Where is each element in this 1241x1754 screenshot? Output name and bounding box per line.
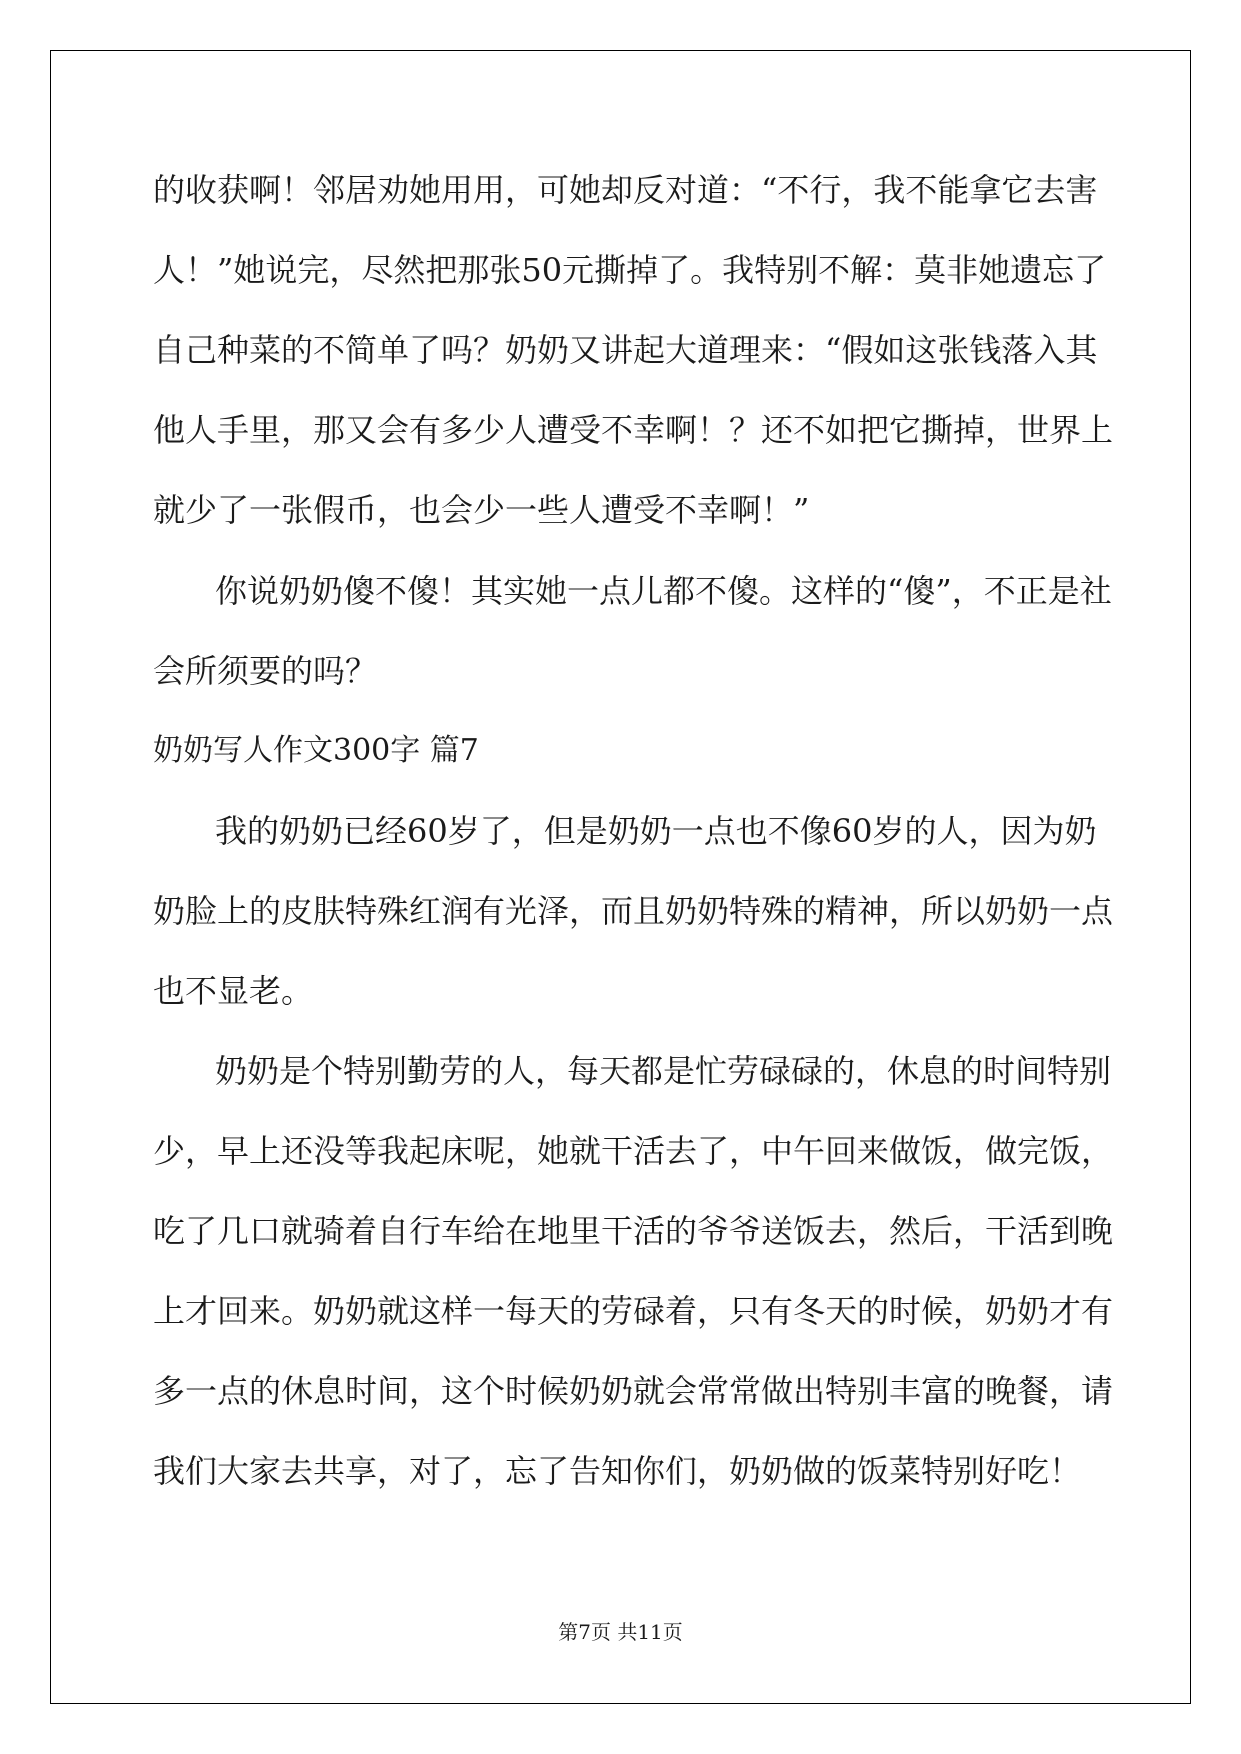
text-line: 的收获啊！邻居劝她用用，可她却反对道：“不行，我不能拿它去害 — [153, 171, 1098, 209]
text-line: 少，早上还没等我起床呢，她就干活去了，中午回来做饭，做完饭， — [153, 1132, 1114, 1170]
text-line: 多一点的休息时间，这个时候奶奶就会常常做出特别丰富的晚餐，请 — [153, 1372, 1114, 1410]
text-line: 也不显老。 — [153, 972, 314, 1010]
text-line: 人！”她说完，尽然把那张50元撕掉了。我特别不解：莫非她遗忘了 — [153, 251, 1107, 289]
section-heading: 奶奶写人作文300字 篇7 — [153, 733, 479, 768]
text-line: 会所须要的吗？ — [153, 652, 378, 690]
text-line: 他人手里，那又会有多少人遭受不幸啊！？还不如把它撕掉，世界上 — [153, 411, 1114, 449]
text-line: 我们大家去共享，对了，忘了告知你们，奶奶做的饭菜特别好吃！ — [153, 1452, 1082, 1490]
text-line: 自己种菜的不简单了吗？奶奶又讲起大道理来：“假如这张钱落入其 — [153, 331, 1098, 369]
text-line: 你说奶奶傻不傻！其实她一点儿都不傻。这样的“傻”，不正是社 — [215, 572, 1112, 610]
text-line: 就少了一张假币，也会少一些人遭受不幸啊！” — [153, 491, 810, 529]
text-line: 奶脸上的皮肤特殊红润有光泽，而且奶奶特殊的精神，所以奶奶一点 — [153, 892, 1114, 930]
text-line: 吃了几口就骑着自行车给在地里干活的爷爷送饭去，然后，干活到晚 — [153, 1212, 1114, 1250]
text-line: 上才回来。奶奶就这样一每天的劳碌着，只有冬天的时候，奶奶才有 — [153, 1292, 1114, 1330]
text-line: 我的奶奶已经60岁了，但是奶奶一点也不像60岁的人，因为奶 — [215, 812, 1097, 850]
page-number-footer: 第7页 共11页 — [558, 1620, 683, 1644]
text-line: 奶奶是个特别勤劳的人，每天都是忙劳碌碌的，休息的时间特别 — [215, 1052, 1112, 1090]
